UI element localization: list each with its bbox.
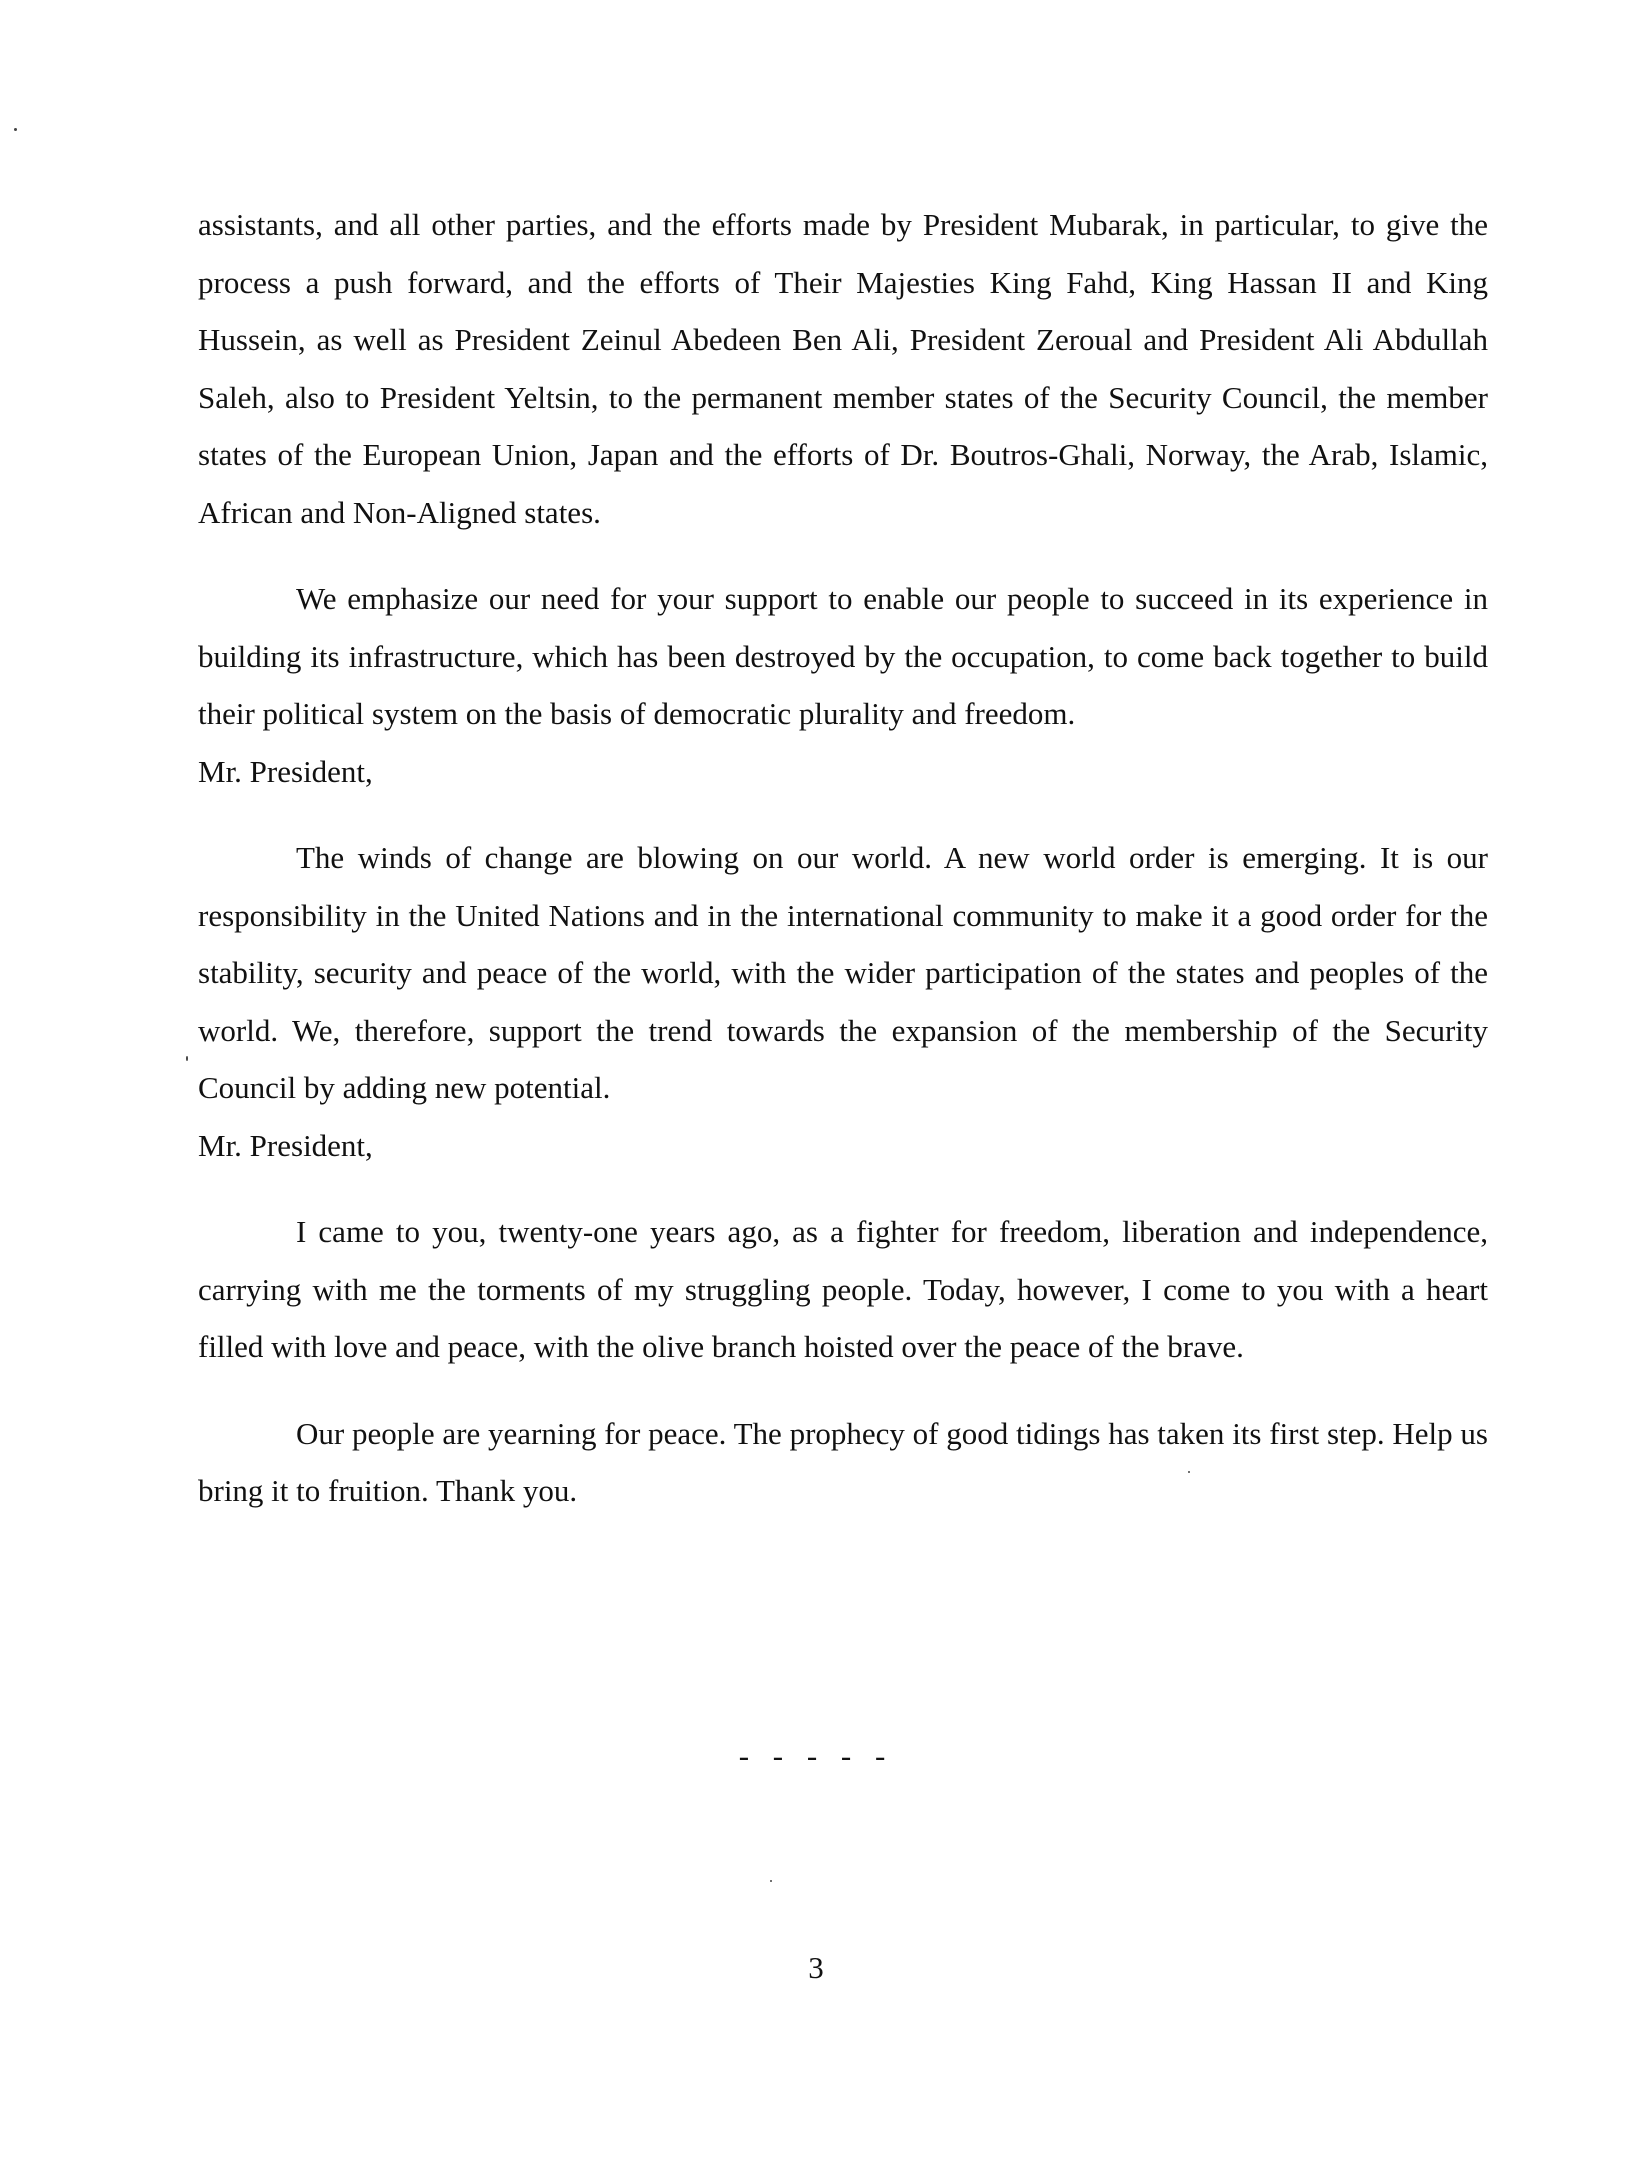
end-separator: - - - - - [738,1738,894,1773]
scan-speck [770,1880,772,1882]
paragraph-acknowledgements: assistants, and all other parties, and the efforts made by President Mubarak, in particular, to give the process a push forward, and the efforts of Their Majesties King Fahd, King Hassan II and King Hussein, as well as President Zeinul Abedeen Ben Ali, President Zeroual and President Ali Abdullah Saleh, also to President Yeltsin, to the permanent member states of the Security Council, the member states of the European Union, Japan and the efforts of Dr. Boutros-Ghali, Norway, the Arab, Islamic, African and Non-Aligned states. [198,207,1488,530]
paragraph-world-order: The winds of change are blowing on our world. A new world order is emerging. It is our responsibility in the United Nations and in the international community to make it a good order for the stability, security and peace of the world, with the wider participation of the states and peoples of the world. We, therefore, support the trend towards the expansion of the membership of the Security Council by adding new potential. [198,840,1488,1105]
paragraph-support: We emphasize our need for your support to enable our people to succeed in its experience in building its infrastructure, which has been destroyed by the occupation, to come back together to build their political system on the basis of democratic plurality and freedom. [198,581,1488,731]
salutation: Mr. President, [198,1127,373,1163]
page-number: 3 [808,1950,824,1985]
document-body [198,196,1488,1520]
scan-speck [14,128,17,131]
paragraph-olive-branch: I came to you, twenty-one years ago, as a fighter for freedom, liberation and independence, carrying with me the torments of my struggling people. Today, however, I come to you with a heart filled with love and peace, with the olive branch hoisted over the peace of the brave. [198,1214,1488,1364]
salutation: Mr. President, [198,753,373,789]
scan-speck [186,1056,188,1061]
paragraph-closing: Our people are yearning for peace. The prophecy of good tidings has taken its first step. Help us bring it to fruition. Thank you. [198,1415,1488,1508]
scan-speck [1188,1471,1190,1473]
